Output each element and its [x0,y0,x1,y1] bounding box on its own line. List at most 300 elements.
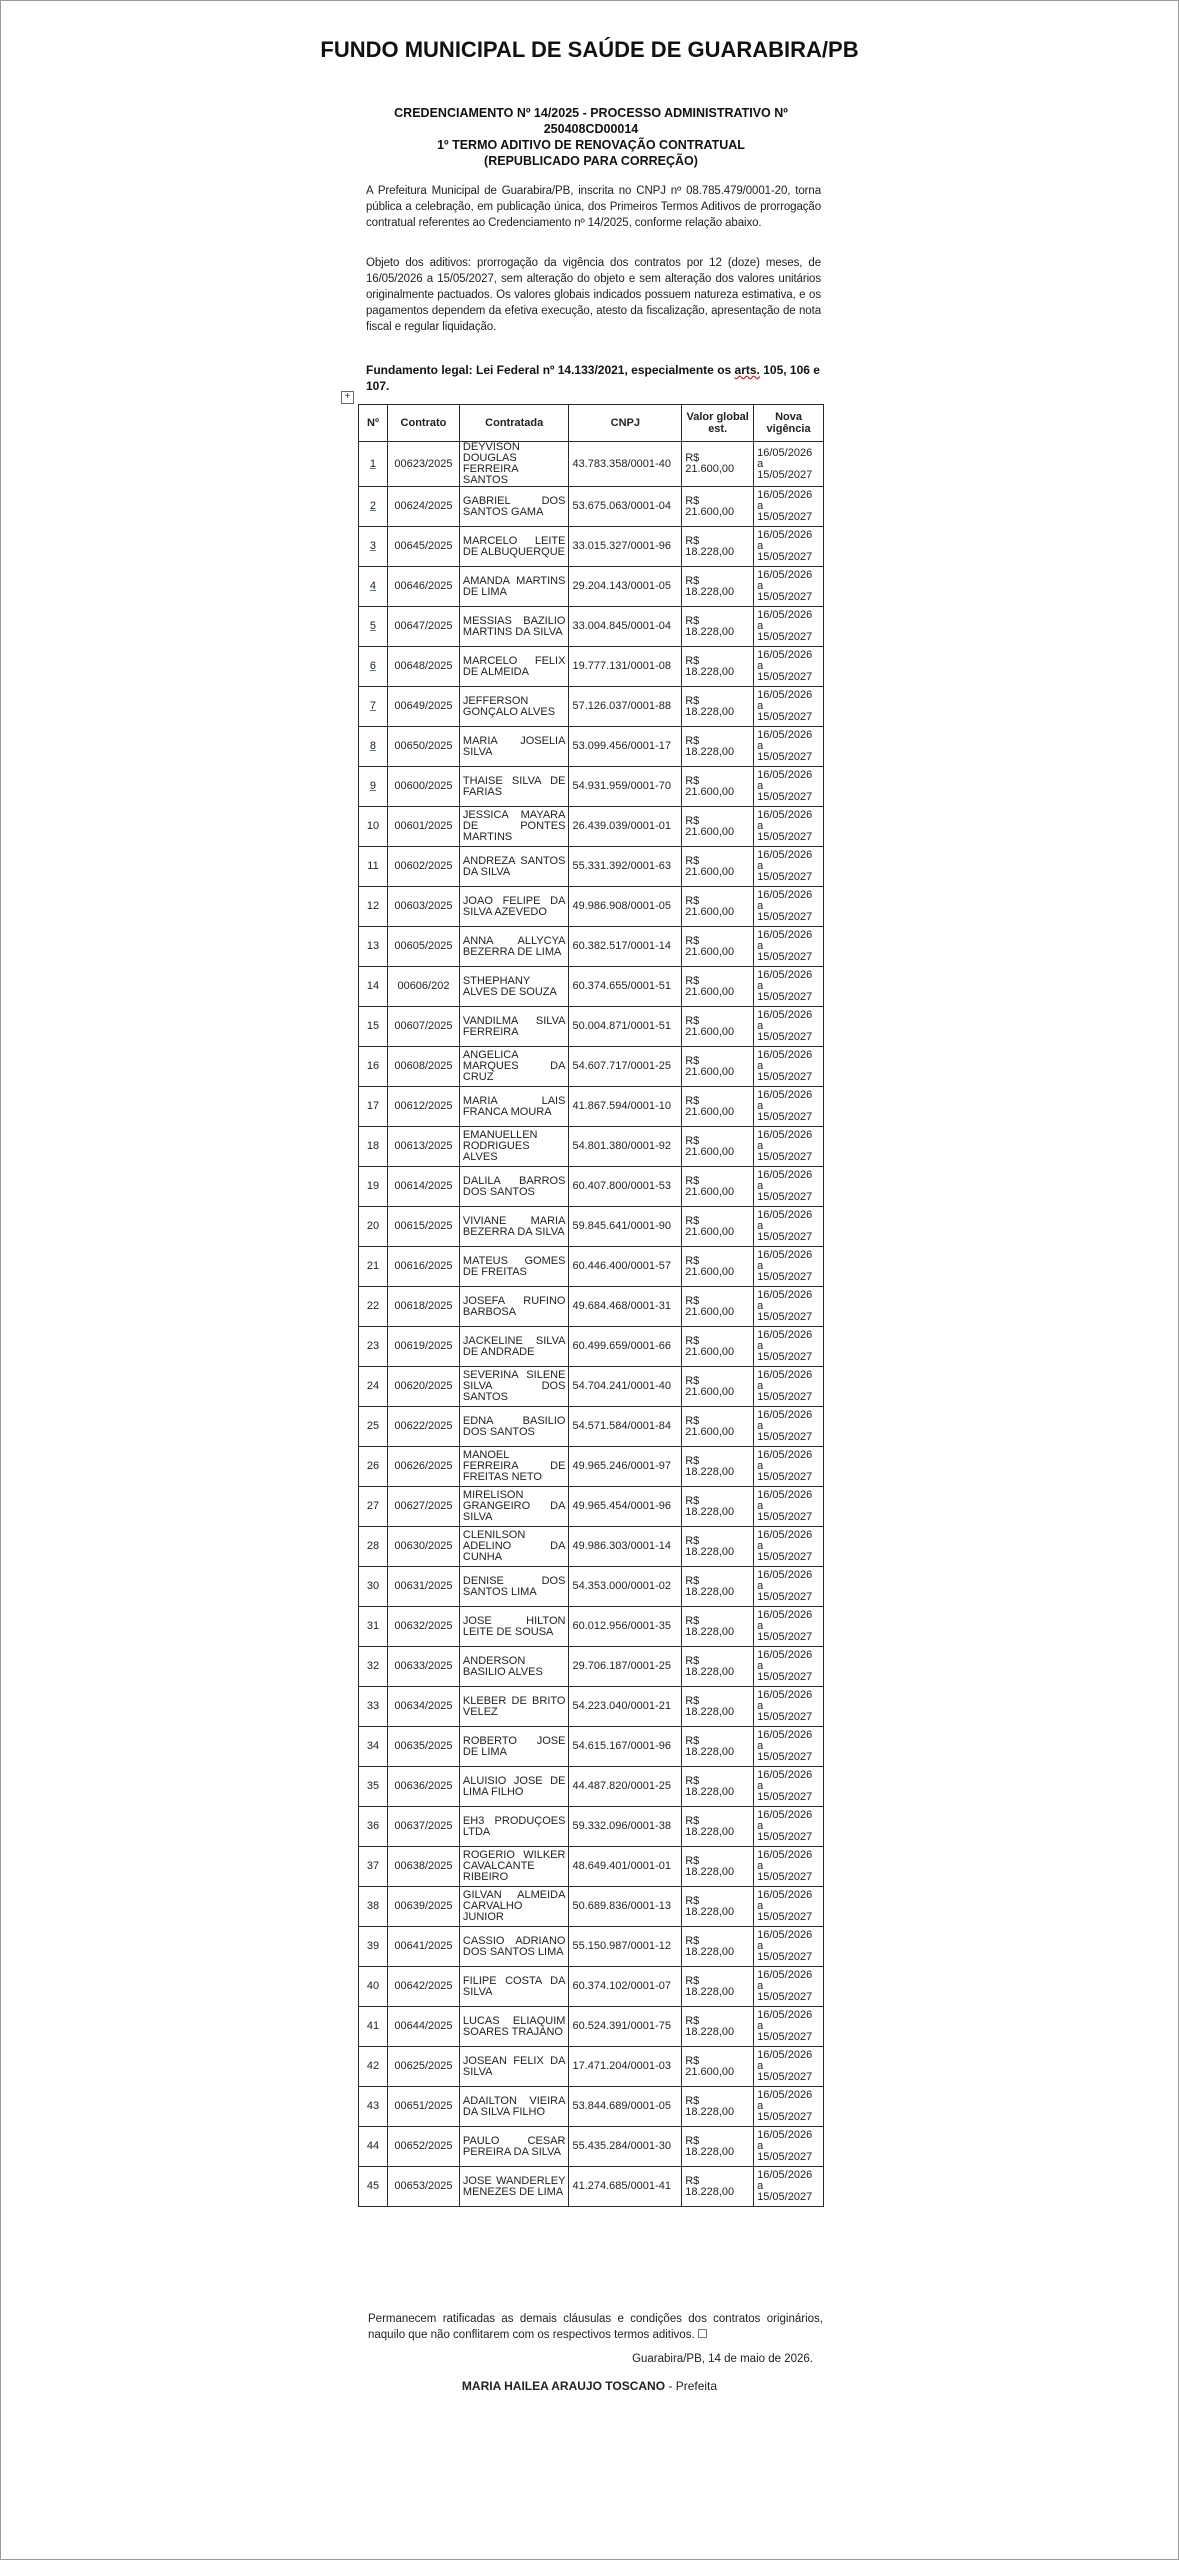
cnpj-value: 54.615.167/0001-96 [569,1727,682,1767]
contractor-name: GABRIEL DOS SANTOS GAMA [459,487,569,527]
cnpj-value: 53.099.456/0001-17 [569,727,682,767]
row-number: 15 [359,1007,388,1047]
contract-number: 00626/2025 [387,1447,459,1487]
contract-number: 00613/2025 [387,1127,459,1167]
row-number: 34 [359,1727,388,1767]
global-value: R$ 18.228,00 [682,647,754,687]
table-row [359,1167,824,1207]
contract-number: 00638/2025 [387,1847,459,1887]
signature-line [1,2379,1178,2393]
table-row [359,487,824,527]
row-number: 45 [359,2167,388,2207]
table-row [359,1367,824,1407]
contractor-name: MARCELO FELIX DE ALMEIDA [459,647,569,687]
row-number: 35 [359,1767,388,1807]
table-row [359,2087,824,2127]
row-number: 33 [359,1687,388,1727]
row-number: 13 [359,927,388,967]
table-row [359,1567,824,1607]
cnpj-value: 59.845.641/0001-90 [569,1207,682,1247]
new-term: 16/05/2026 a 15/05/2027 [754,527,824,567]
contractor-name: EH3 PRODUÇOES LTDA [459,1807,569,1847]
contractor-name: VANDILMA SILVA FERREIRA [459,1007,569,1047]
signer-name: MARIA HAILEA ARAUJO TOSCANO [461,2379,666,2393]
cnpj-value: 54.931.959/0001-70 [569,767,682,807]
global-value: R$ 21.600,00 [682,1047,754,1087]
table-row [359,1007,824,1047]
table-row [359,847,824,887]
table-row [359,1487,824,1527]
table-row [359,2007,824,2047]
contractor-name: SEVERINA SILENE SILVA DOS SANTOS [459,1367,569,1407]
row-number [359,607,388,647]
contract-number: 00622/2025 [387,1407,459,1447]
global-value: R$ 18.228,00 [682,1727,754,1767]
contract-number: 00648/2025 [387,647,459,687]
cnpj-value: 54.607.717/0001-25 [569,1047,682,1087]
new-term: 16/05/2026 a 15/05/2027 [754,1447,824,1487]
new-term: 16/05/2026 a 15/05/2027 [754,2087,824,2127]
table-row [359,1647,824,1687]
contractor-name: JOSE WANDERLEY MENEZES DE LIMA [459,2167,569,2207]
contract-number: 00635/2025 [387,1727,459,1767]
global-value: R$ 18.228,00 [682,1927,754,1967]
new-term: 16/05/2026 a 15/05/2027 [754,1527,824,1567]
row-number: 41 [359,2007,388,2047]
table-row [359,1967,824,2007]
cnpj-value: 49.965.246/0001-97 [569,1447,682,1487]
cnpj-value: 29.204.143/0001-05 [569,567,682,607]
table-body [359,442,824,2207]
contractor-name: MARCELO LEITE DE ALBUQUERQUE [459,527,569,567]
new-term: 16/05/2026 a 15/05/2027 [754,1607,824,1647]
table-row [359,1447,824,1487]
global-value: R$ 18.228,00 [682,1767,754,1807]
global-value: R$ 18.228,00 [682,2007,754,2047]
cnpj-value: 54.223.040/0001-21 [569,1687,682,1727]
signer-role: - Prefeita [665,2379,718,2393]
cnpj-value: 53.675.063/0001-04 [569,487,682,527]
table-row [359,1207,824,1247]
row-number [359,687,388,727]
new-term: 16/05/2026 a 15/05/2027 [754,567,824,607]
new-term: 16/05/2026 a 15/05/2027 [754,647,824,687]
header-contrato: Contrato [387,405,459,442]
row-number: 18 [359,1127,388,1167]
contract-number: 00642/2025 [387,1967,459,2007]
new-term: 16/05/2026 a 15/05/2027 [754,2007,824,2047]
row-number: 22 [359,1287,388,1327]
row-number-text: 9 [369,780,377,792]
contractor-name: JOSEFA RUFINO BARBOSA [459,1287,569,1327]
global-value: R$ 18.228,00 [682,687,754,727]
row-number-text: 8 [369,740,377,752]
cnpj-value: 57.126.037/0001-88 [569,687,682,727]
row-number [359,727,388,767]
global-value: R$ 21.600,00 [682,442,754,487]
new-term: 16/05/2026 a 15/05/2027 [754,1367,824,1407]
cnpj-value: 60.374.102/0001-07 [569,1967,682,2007]
table-row [359,527,824,567]
cnpj-value: 60.407.800/0001-53 [569,1167,682,1207]
contractor-name: LUCAS ELIAQUIM SOARES TRAJANO [459,2007,569,2047]
intro-paragraph: A Prefeitura Municipal de Guarabira/PB, inscrita no CNPJ nº 08.785.479/0001-20, torna pública a celebração, em publicação única, dos Primeiros Termos Aditivos de prorrogação contratual referentes ao Credenciamento nº 14/2025, conforme relação abaixo. [366,185,821,229]
global-value: R$ 18.228,00 [682,1687,754,1727]
contractor-name: VIVIANE MARIA BEZERRA DA SILVA [459,1207,569,1247]
new-term: 16/05/2026 a 15/05/2027 [754,1127,824,1167]
contractor-name: ROBERTO JOSE DE LIMA [459,1727,569,1767]
cnpj-value: 26.439.039/0001-01 [569,807,682,847]
new-term: 16/05/2026 a 15/05/2027 [754,1807,824,1847]
global-value: R$ 18.228,00 [682,1967,754,2007]
new-term: 16/05/2026 a 15/05/2027 [754,2047,824,2087]
contractor-name: JACKELINE SILVA DE ANDRADE [459,1327,569,1367]
row-number [359,487,388,527]
contract-number: 00624/2025 [387,487,459,527]
global-value: R$ 21.600,00 [682,487,754,527]
new-term: 16/05/2026 a 15/05/2027 [754,847,824,887]
table-row [359,1727,824,1767]
cnpj-value: 60.012.956/0001-35 [569,1607,682,1647]
row-number: 27 [359,1487,388,1527]
cnpj-value: 48.649.401/0001-01 [569,1847,682,1887]
contractor-name: CLENILSON ADELINO DA CUNHA [459,1527,569,1567]
table-row [359,1407,824,1447]
row-number [359,567,388,607]
table-row [359,1287,824,1327]
row-number: 30 [359,1567,388,1607]
contractor-name: MARIA JOSELIA SILVA [459,727,569,767]
contractor-name: JOSE HILTON LEITE DE SOUSA [459,1607,569,1647]
cnpj-value: 49.965.454/0001-96 [569,1487,682,1527]
table-row [359,2127,824,2167]
global-value: R$ 21.600,00 [682,1127,754,1167]
cnpj-value: 43.783.358/0001-40 [569,442,682,487]
global-value: R$ 21.600,00 [682,1167,754,1207]
contract-number: 00605/2025 [387,927,459,967]
row-number: 28 [359,1527,388,1567]
header-valor: Valor global est. [682,405,754,442]
contractor-name: EMANUELLEN RODRIGUES ALVES [459,1127,569,1167]
new-term: 16/05/2026 a 15/05/2027 [754,967,824,1007]
global-value: R$ 18.228,00 [682,1567,754,1607]
contract-number: 00636/2025 [387,1767,459,1807]
contract-number: 00614/2025 [387,1167,459,1207]
legal-basis-suffix: 105, 106 e 107. [366,363,820,393]
row-number: 44 [359,2127,388,2167]
contractor-name: PAULO CESAR PEREIRA DA SILVA [459,2127,569,2167]
contract-number: 00632/2025 [387,1607,459,1647]
new-term: 16/05/2026 a 15/05/2027 [754,1647,824,1687]
row-number-text: 2 [369,500,377,512]
table-move-handle-icon[interactable]: + [341,391,354,404]
cnpj-value: 33.004.845/0001-04 [569,607,682,647]
new-term: 16/05/2026 a 15/05/2027 [754,1247,824,1287]
contractor-name: ROGERIO WILKER CAVALCANTE RIBEIRO [459,1847,569,1887]
contract-number: 00644/2025 [387,2007,459,2047]
contractor-name: MARIA LAIS FRANCA MOURA [459,1087,569,1127]
credenciamento-line: CREDENCIAMENTO Nº 14/2025 - PROCESSO ADMINISTRATIVO Nº [394,106,788,120]
new-term: 16/05/2026 a 15/05/2027 [754,1287,824,1327]
table-row [359,1047,824,1087]
contractor-name: STHEPHANY ALVES DE SOUZA [459,967,569,1007]
new-term: 16/05/2026 a 15/05/2027 [754,1687,824,1727]
row-number: 36 [359,1807,388,1847]
new-term: 16/05/2026 a 15/05/2027 [754,1407,824,1447]
contractor-name: JESSICA MAYARA DE PONTES MARTINS [459,807,569,847]
contract-number: 00653/2025 [387,2167,459,2207]
contract-number: 00647/2025 [387,607,459,647]
cnpj-value: 54.704.241/0001-40 [569,1367,682,1407]
table-row [359,1767,824,1807]
new-term: 16/05/2026 a 15/05/2027 [754,1207,824,1247]
new-term: 16/05/2026 a 15/05/2027 [754,687,824,727]
row-number: 10 [359,807,388,847]
header-numero: Nº [359,405,388,442]
contract-number: 00651/2025 [387,2087,459,2127]
contract-number: 00608/2025 [387,1047,459,1087]
contractor-name: THAISE SILVA DE FARIAS [459,767,569,807]
new-term: 16/05/2026 a 15/05/2027 [754,1087,824,1127]
table-row [359,727,824,767]
row-number: 24 [359,1367,388,1407]
contractor-name: MESSIAS BAZILIO MARTINS DA SILVA [459,607,569,647]
global-value: R$ 21.600,00 [682,1007,754,1047]
contract-number: 00602/2025 [387,847,459,887]
row-number: 39 [359,1927,388,1967]
new-term: 16/05/2026 a 15/05/2027 [754,727,824,767]
contract-number: 00652/2025 [387,2127,459,2167]
cnpj-value: 49.684.468/0001-31 [569,1287,682,1327]
header-cnpj: CNPJ [569,405,682,442]
contractor-name: MIRELISON GRANGEIRO DA SILVA [459,1487,569,1527]
cnpj-value: 19.777.131/0001-08 [569,647,682,687]
row-number: 12 [359,887,388,927]
row-number-text: 6 [369,660,377,672]
global-value: R$ 21.600,00 [682,807,754,847]
table-header-row [359,405,824,442]
cnpj-value: 41.274.685/0001-41 [569,2167,682,2207]
global-value: R$ 21.600,00 [682,967,754,1007]
objeto-paragraph: Objeto dos aditivos: prorrogação da vigência dos contratos por 12 (doze) meses, de 16/05/2026 a 15/05/2027, sem alteração do objeto e sem alteração dos valores unitários originalmente pactuados. Os valores globais indicados possuem natureza estimativa, e os pagamentos dependem da efetiva execução, atesto da fiscalização, apresentação de nota fiscal e regular liquidação. [366,257,821,333]
new-term: 16/05/2026 a 15/05/2027 [754,2127,824,2167]
contractor-name: DEYVISON DOUGLAS FERREIRA SANTOS [459,442,569,487]
row-number: 42 [359,2047,388,2087]
contracts-table [358,404,824,2207]
cnpj-value: 60.446.400/0001-57 [569,1247,682,1287]
row-number: 21 [359,1247,388,1287]
row-number: 43 [359,2087,388,2127]
table-row [359,807,824,847]
legal-basis [366,362,821,394]
row-number: 16 [359,1047,388,1087]
new-term: 16/05/2026 a 15/05/2027 [754,767,824,807]
new-term: 16/05/2026 a 15/05/2027 [754,807,824,847]
table-row [359,1807,824,1847]
global-value: R$ 18.228,00 [682,1487,754,1527]
contract-number: 00630/2025 [387,1527,459,1567]
global-value: R$ 21.600,00 [682,1367,754,1407]
table-row [359,1127,824,1167]
global-value: R$ 21.600,00 [682,1407,754,1447]
global-value: R$ 21.600,00 [682,847,754,887]
row-number: 23 [359,1327,388,1367]
row-number-text: 5 [369,620,377,632]
table-row [359,567,824,607]
contract-number: 00633/2025 [387,1647,459,1687]
global-value: R$ 21.600,00 [682,927,754,967]
cnpj-value: 55.435.284/0001-30 [569,2127,682,2167]
table-row [359,1087,824,1127]
global-value: R$ 21.600,00 [682,767,754,807]
row-number: 14 [359,967,388,1007]
cnpj-value: 54.571.584/0001-84 [569,1407,682,1447]
contract-number: 00650/2025 [387,727,459,767]
new-term: 16/05/2026 a 15/05/2027 [754,1487,824,1527]
cnpj-value: 60.382.517/0001-14 [569,927,682,967]
row-number: 17 [359,1087,388,1127]
new-term: 16/05/2026 a 15/05/2027 [754,1007,824,1047]
table-row [359,1927,824,1967]
row-number-text: 1 [369,457,377,470]
contract-number: 00631/2025 [387,1567,459,1607]
contract-number: 00619/2025 [387,1327,459,1367]
new-term: 16/05/2026 a 15/05/2027 [754,607,824,647]
row-number: 11 [359,847,388,887]
cnpj-value: 54.801.380/0001-92 [569,1127,682,1167]
cnpj-value: 50.004.871/0001-51 [569,1007,682,1047]
table-row [359,927,824,967]
row-number-text: 4 [369,580,377,592]
table-row [359,1887,824,1927]
new-term: 16/05/2026 a 15/05/2027 [754,487,824,527]
cnpj-value: 17.471.204/0001-03 [569,2047,682,2087]
global-value: R$ 18.228,00 [682,727,754,767]
contract-number: 00616/2025 [387,1247,459,1287]
global-value: R$ 18.228,00 [682,1647,754,1687]
row-number: 32 [359,1647,388,1687]
contractor-name: ANNA ALLYCYA BEZERRA DE LIMA [459,927,569,967]
global-value: R$ 18.228,00 [682,567,754,607]
global-value: R$ 18.228,00 [682,2087,754,2127]
contract-number: 00623/2025 [387,442,459,487]
cnpj-value: 60.524.391/0001-75 [569,2007,682,2047]
contract-number: 00612/2025 [387,1087,459,1127]
new-term: 16/05/2026 a 15/05/2027 [754,2167,824,2207]
row-number-text: 3 [369,540,377,552]
processo-number: 250408CD00014 [543,122,639,136]
table-row [359,1527,824,1567]
row-number: 40 [359,1967,388,2007]
new-term: 16/05/2026 a 15/05/2027 [754,1167,824,1207]
global-value: R$ 18.228,00 [682,527,754,567]
cnpj-value: 54.353.000/0001-02 [569,1567,682,1607]
global-value: R$ 21.600,00 [682,1247,754,1287]
contractor-name: ANGELICA MARQUES DA CRUZ [459,1047,569,1087]
table-row [359,1327,824,1367]
row-number [359,647,388,687]
table-row [359,2167,824,2207]
header-vigencia: Nova vigência [754,405,824,442]
contract-number: 00641/2025 [387,1927,459,1967]
cnpj-value: 55.150.987/0001-12 [569,1927,682,1967]
ratification-text [368,2311,823,2343]
cnpj-value: 53.844.689/0001-05 [569,2087,682,2127]
contract-number: 00601/2025 [387,807,459,847]
row-number [359,442,388,487]
cnpj-value: 59.332.096/0001-38 [569,1807,682,1847]
new-term: 16/05/2026 a 15/05/2027 [754,1927,824,1967]
contract-number: 00615/2025 [387,1207,459,1247]
global-value: R$ 21.600,00 [682,2047,754,2087]
document-title: FUNDO MUNICIPAL DE SAÚDE DE GUARABIRA/PB [320,37,859,62]
cnpj-value: 55.331.392/0001-63 [569,847,682,887]
table-row [359,1847,824,1887]
contract-number: 00639/2025 [387,1887,459,1927]
contract-number: 00625/2025 [387,2047,459,2087]
contractor-name: GILVAN ALMEIDA CARVALHO JUNIOR [459,1887,569,1927]
cnpj-value: 60.374.655/0001-51 [569,967,682,1007]
contractor-name: KLEBER DE BRITO VELEZ [459,1687,569,1727]
cnpj-value: 29.706.187/0001-25 [569,1647,682,1687]
row-number: 37 [359,1847,388,1887]
table-row [359,442,824,487]
cnpj-value: 60.499.659/0001-66 [569,1327,682,1367]
table-row [359,1607,824,1647]
table-row [359,687,824,727]
table-row [359,1687,824,1727]
contractor-name: CASSIO ADRIANO DOS SANTOS LIMA [459,1927,569,1967]
paragraph-mark-icon [698,2329,707,2338]
contract-number: 00620/2025 [387,1367,459,1407]
contractor-name: DALILA BARROS DOS SANTOS [459,1167,569,1207]
legal-basis-arts: arts. [734,363,760,377]
contractor-name: ALUISIO JOSE DE LIMA FILHO [459,1767,569,1807]
row-number: 20 [359,1207,388,1247]
contract-number: 00634/2025 [387,1687,459,1727]
table-row [359,647,824,687]
new-term: 16/05/2026 a 15/05/2027 [754,1727,824,1767]
contractor-name: ANDREZA SANTOS DA SILVA [459,847,569,887]
legal-basis-prefix: Fundamento legal: Lei Federal nº 14.133/2021, especialmente os [366,363,735,377]
table-row [359,2047,824,2087]
cnpj-value: 33.015.327/0001-96 [569,527,682,567]
contract-number: 00649/2025 [387,687,459,727]
new-term: 16/05/2026 a 15/05/2027 [754,1567,824,1607]
contract-number: 00607/2025 [387,1007,459,1047]
contractor-name: MANOEL FERREIRA DE FREITAS NETO [459,1447,569,1487]
republicado-note: (REPUBLICADO PARA CORREÇÃO) [484,154,698,168]
cnpj-value: 49.986.303/0001-14 [569,1527,682,1567]
row-number: 31 [359,1607,388,1647]
place-date: Guarabira/PB, 14 de maio de 2026. [632,2353,813,2365]
termo-aditivo-heading: 1º TERMO ADITIVO DE RENOVAÇÃO CONTRATUAL [437,138,745,152]
new-term: 16/05/2026 a 15/05/2027 [754,1887,824,1927]
header-contratada: Contratada [459,405,569,442]
contractor-name: AMANDA MARTINS DE LIMA [459,567,569,607]
table-row [359,607,824,647]
new-term: 16/05/2026 a 15/05/2027 [754,887,824,927]
global-value: R$ 21.600,00 [682,1087,754,1127]
table-row [359,1247,824,1287]
new-term: 16/05/2026 a 15/05/2027 [754,1767,824,1807]
new-term: 16/05/2026 a 15/05/2027 [754,1967,824,2007]
table-row [359,767,824,807]
cnpj-value: 41.867.594/0001-10 [569,1087,682,1127]
global-value: R$ 21.600,00 [682,1287,754,1327]
global-value: R$ 18.228,00 [682,1607,754,1647]
contractor-name: JOSEAN FELIX DA SILVA [459,2047,569,2087]
